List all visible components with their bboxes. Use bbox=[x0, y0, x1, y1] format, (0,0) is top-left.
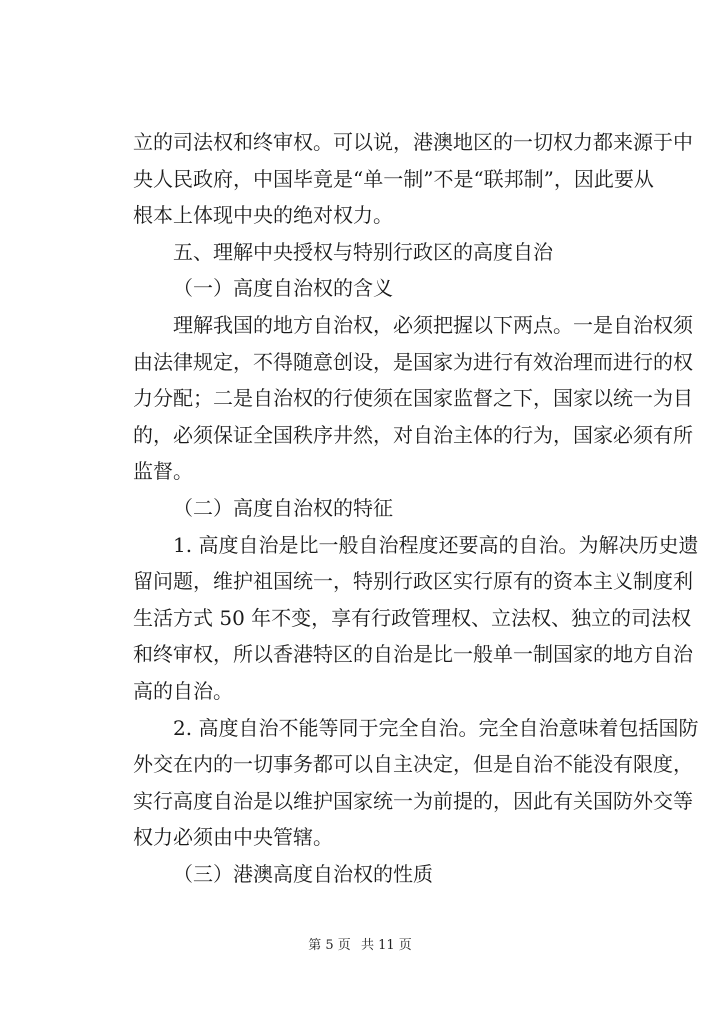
text-line: 的，必须保证全国秩序井然，对自治主体的行为，国家必须有所 bbox=[133, 422, 693, 447]
text-line: 根本上体现中央的绝对权力。 bbox=[133, 203, 393, 228]
text-line: 立的司法权和终审权。可以说，港澳地区的一切权力都来源于中 bbox=[133, 130, 693, 154]
text-line: （一）高度自治权的含义 bbox=[173, 276, 393, 301]
page-total: 共 11 页 bbox=[360, 938, 412, 953]
text-line: 实行高度自治是以维护国家统一为前提的，因此有关国防外交等 bbox=[133, 788, 693, 813]
document-body bbox=[133, 124, 699, 892]
page-number: 第 5 页 bbox=[308, 938, 351, 953]
page-footer bbox=[0, 938, 720, 954]
text-line: 五、理解中央授权与特别行政区的高度自治 bbox=[173, 239, 553, 264]
text-line: 权力必须由中央管辖。 bbox=[133, 825, 333, 850]
text-line: 2. 高度自治不能等同于完全自治。完全自治意味着包括国防 bbox=[173, 715, 699, 740]
text-line: 生活方式 50 年不变，享有行政管理权、立法权、独立的司法权 bbox=[133, 605, 692, 630]
text-line: 1. 高度自治是比一般自治程度还要高的自治。为解决历史遗 bbox=[173, 532, 699, 557]
text-line: （三）港澳高度自治权的性质 bbox=[173, 861, 433, 886]
text-line: 由法律规定，不得随意创设，是国家为进行有效治理而进行的权 bbox=[133, 349, 693, 374]
text-line: 监督。 bbox=[133, 459, 193, 484]
text-line: 留问题，维护祖国统一，特别行政区实行原有的资本主义制度利 bbox=[133, 569, 693, 594]
text-line: 高的自治。 bbox=[133, 678, 233, 703]
text-line: 央人民政府，中国毕竟是“单一制”不是“联邦制”，因此要从 bbox=[133, 166, 654, 191]
text-line: 理解我国的地方自治权，必须把握以下两点。一是自治权须 bbox=[173, 312, 693, 337]
text-line: 外交在内的一切事务都可以自主决定，但是自治不能没有限度， bbox=[133, 752, 693, 777]
text-line: （二）高度自治权的特征 bbox=[173, 495, 393, 520]
text-line: 和终审权，所以香港特区的自治是比一般单一制国家的地方自治 bbox=[133, 642, 693, 667]
text-line: 力分配；二是自治权的行使须在国家监督之下，国家以统一为目 bbox=[133, 386, 693, 411]
